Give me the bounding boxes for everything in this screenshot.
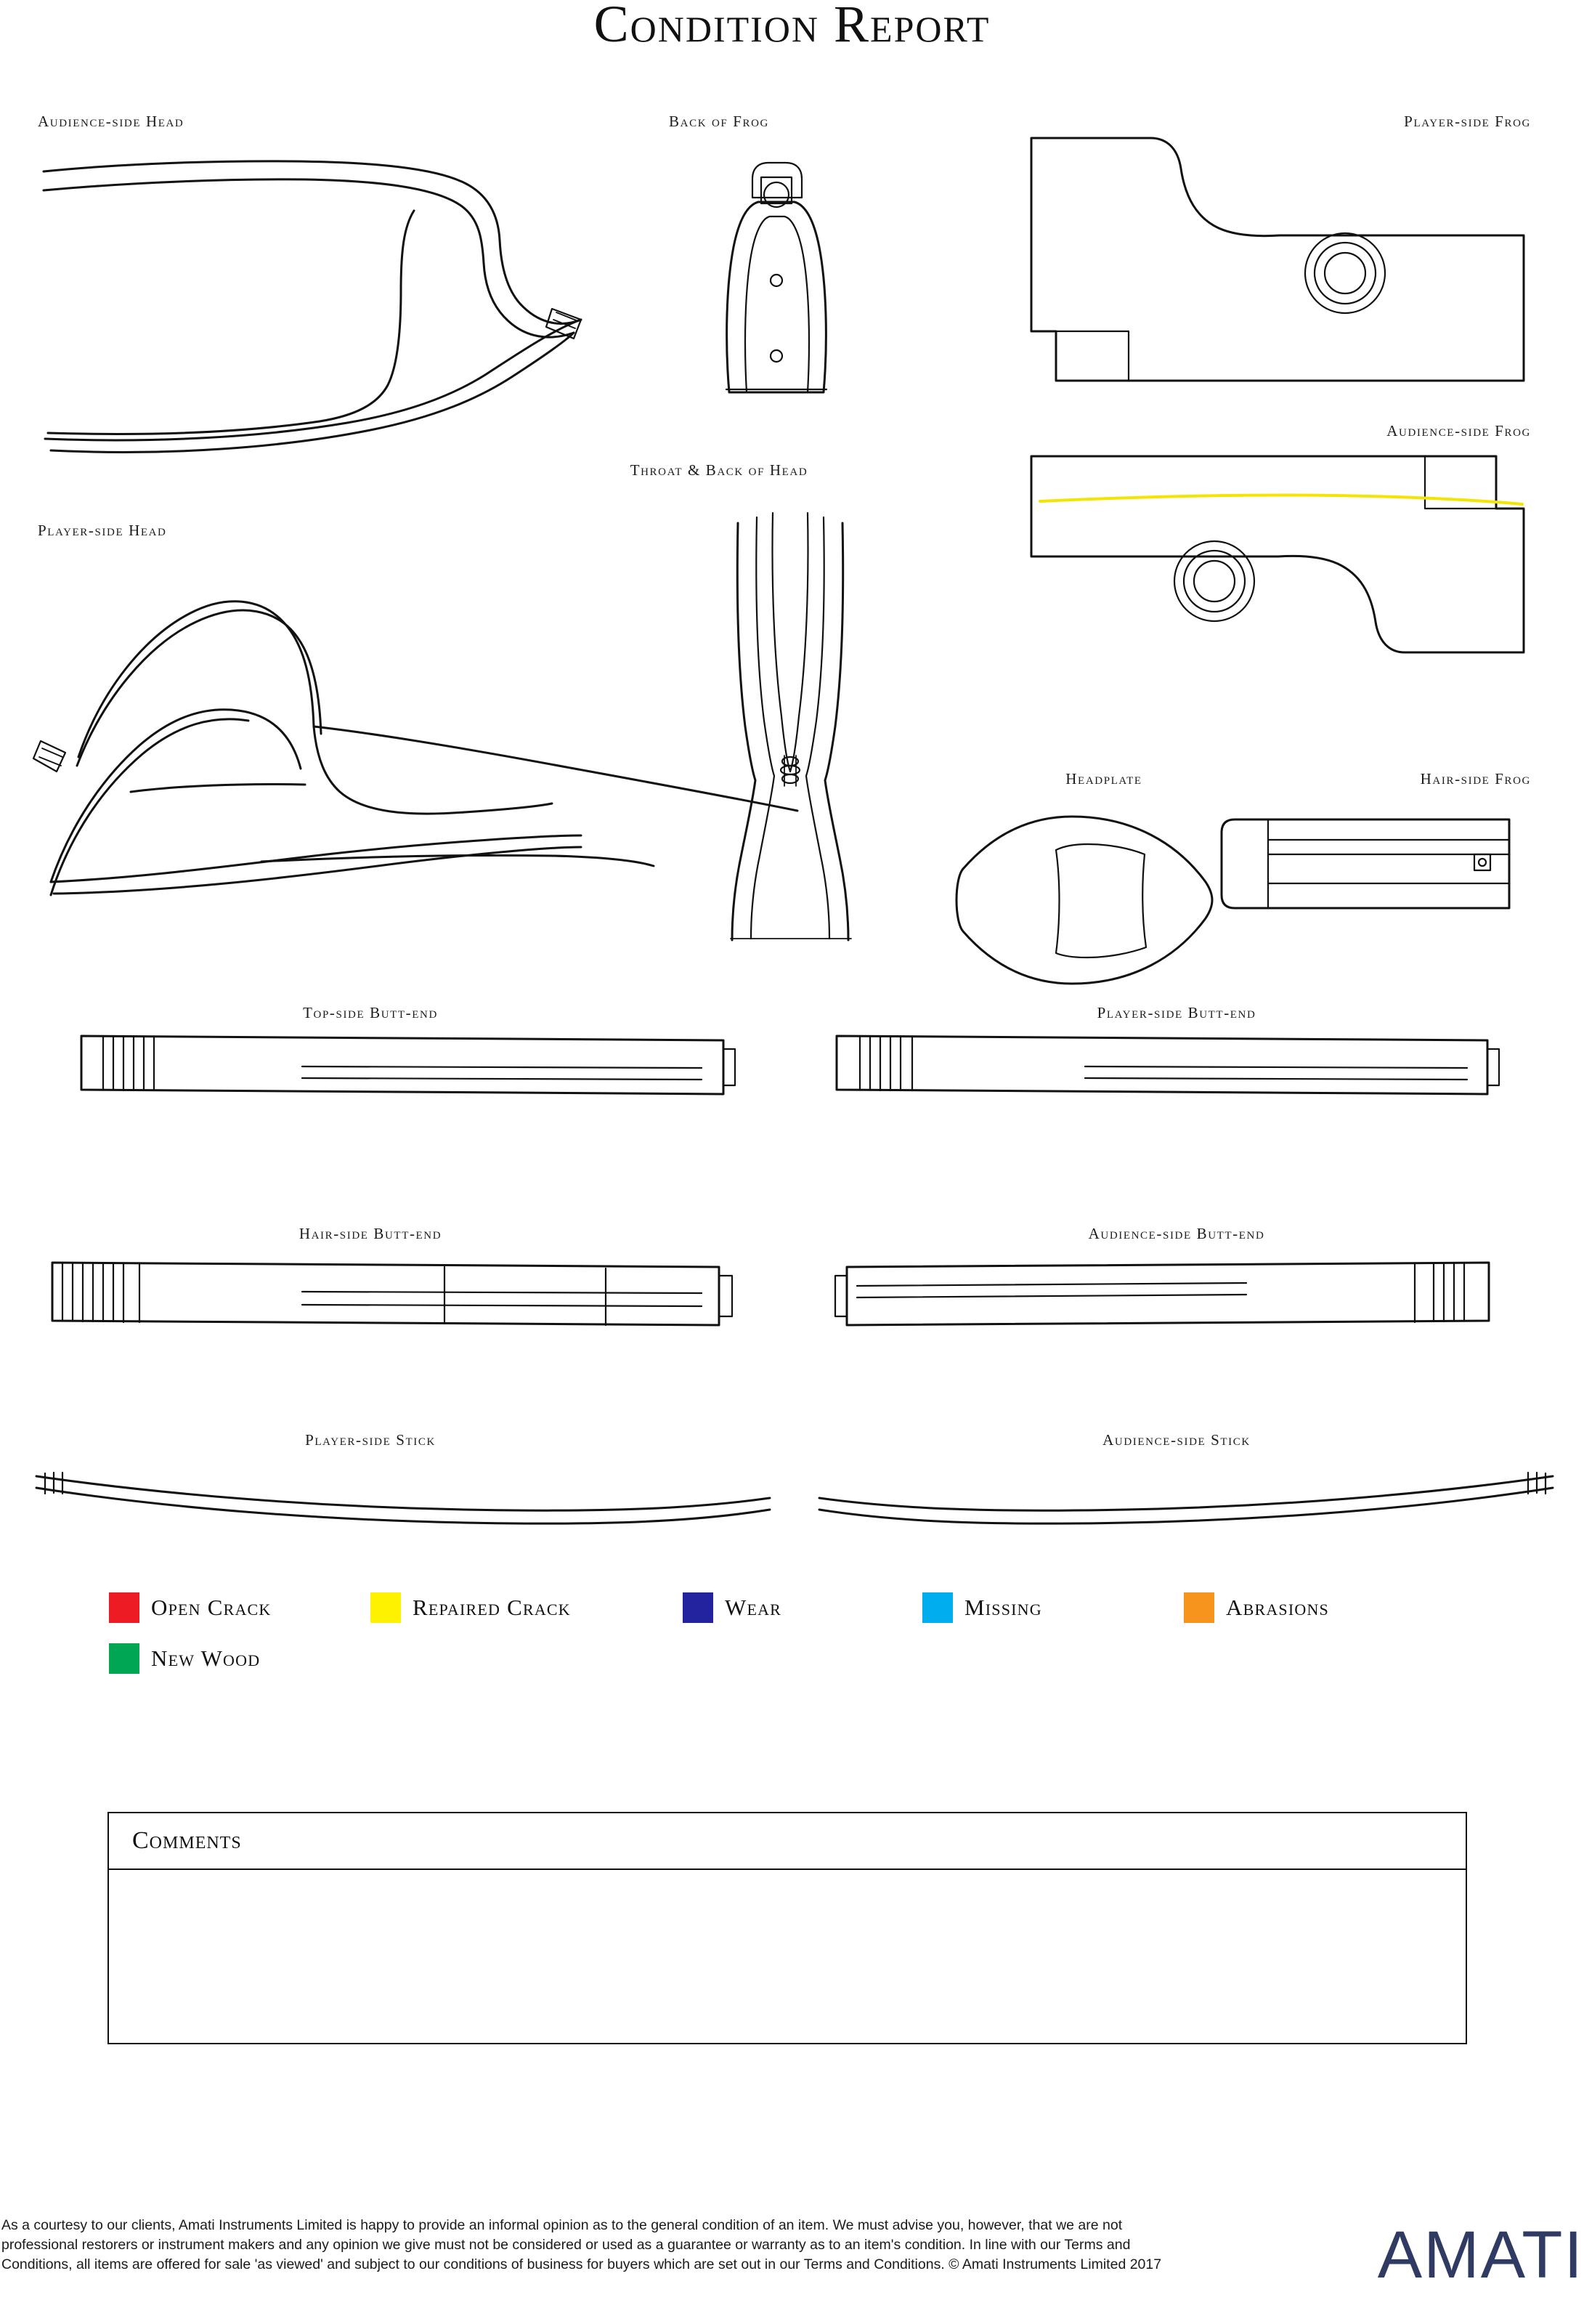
legend-item-missing	[922, 1592, 1184, 1623]
swatch-missing	[922, 1592, 953, 1623]
legend-label-repaired-crack: Repaired Crack	[413, 1595, 571, 1620]
caption-audience-side-head: Audience-side Head	[38, 113, 184, 130]
diagram-hair-side-frog	[1222, 819, 1509, 908]
diagram-back-of-frog	[726, 163, 826, 392]
legend	[109, 1592, 1489, 1694]
caption-audience-side-butt-end: Audience-side Butt-end	[1088, 1225, 1265, 1242]
legend-item-wear	[683, 1592, 922, 1623]
caption-player-side-frog: Player-side Frog	[1404, 113, 1531, 130]
diagram-player-side-frog	[1031, 138, 1524, 381]
legend-row-2	[109, 1643, 1489, 1674]
caption-player-side-head: Player-side Head	[38, 522, 167, 539]
legend-label-open-crack: Open Crack	[151, 1595, 272, 1620]
caption-audience-side-frog: Audience-side Frog	[1386, 422, 1531, 440]
diagram-player-side-stick	[36, 1473, 770, 1523]
diagram-audience-side-stick	[819, 1473, 1553, 1523]
swatch-abrasions	[1184, 1592, 1214, 1623]
annotation-repaired-crack-audience-side-frog	[1040, 495, 1522, 504]
caption-hair-side-frog: Hair-side Frog	[1420, 770, 1531, 788]
legend-item-abrasions	[1184, 1592, 1329, 1623]
legend-label-missing: Missing	[964, 1595, 1042, 1620]
legend-label-new-wood: New Wood	[151, 1645, 261, 1671]
diagram-player-side-head	[33, 602, 797, 895]
legend-item-repaired-crack	[370, 1592, 683, 1623]
caption-audience-side-stick: Audience-side Stick	[1102, 1431, 1251, 1449]
swatch-open-crack	[109, 1592, 139, 1623]
caption-player-side-butt-end: Player-side Butt-end	[1097, 1004, 1256, 1021]
caption-back-of-frog: Back of Frog	[669, 113, 769, 130]
comments-title: Comments	[132, 1827, 242, 1854]
caption-top-side-butt-end: Top-side Butt-end	[303, 1004, 438, 1021]
caption-headplate: Headplate	[1065, 770, 1142, 788]
legend-item-new-wood	[109, 1643, 260, 1674]
diagram-headplate	[957, 817, 1212, 984]
diagram-audience-side-butt-end	[835, 1263, 1489, 1325]
diagram-top-side-butt-end	[81, 1036, 735, 1094]
swatch-wear	[683, 1592, 713, 1623]
legend-label-wear: Wear	[725, 1595, 782, 1620]
legend-item-open-crack	[109, 1592, 370, 1623]
legend-row-1	[109, 1592, 1489, 1623]
legend-label-abrasions: Abrasions	[1226, 1595, 1329, 1620]
diagram-player-side-butt-end	[837, 1036, 1499, 1094]
diagram-audience-side-head	[44, 161, 581, 453]
swatch-repaired-crack	[370, 1592, 401, 1623]
comments-field[interactable]	[109, 1870, 1466, 2044]
amati-logo: AMATI	[1377, 2218, 1584, 2292]
caption-player-side-stick: Player-side Stick	[305, 1431, 436, 1449]
comments-box[interactable]	[107, 1812, 1467, 2044]
footer-disclaimer: As a courtesy to our clients, Amati Instruments Limited is happy to provide an informal opinion as to the general condition of an item. We must advise you, however, that we are not professional restorers or instrument makers and any opinion we give must not be considered or used as a guarantee or warranty as to an item's condition. In line with our Terms and Conditions, all items are offered for sale 'as viewed' and subject to our conditions of business for buyers which are set out in our Terms and Conditions. © Amati Instruments Limited 2017	[1, 2217, 1162, 2272]
swatch-new-wood	[109, 1643, 139, 1674]
caption-throat-back-of-head: Throat & Back of Head	[630, 461, 808, 479]
page-title: Condition Report	[593, 0, 991, 53]
diagram-throat-back-of-head	[731, 513, 851, 940]
diagram-audience-side-frog	[1031, 456, 1524, 652]
comments-header	[109, 1813, 1466, 1870]
caption-hair-side-butt-end: Hair-side Butt-end	[298, 1225, 442, 1242]
diagram-hair-side-butt-end	[52, 1263, 732, 1325]
